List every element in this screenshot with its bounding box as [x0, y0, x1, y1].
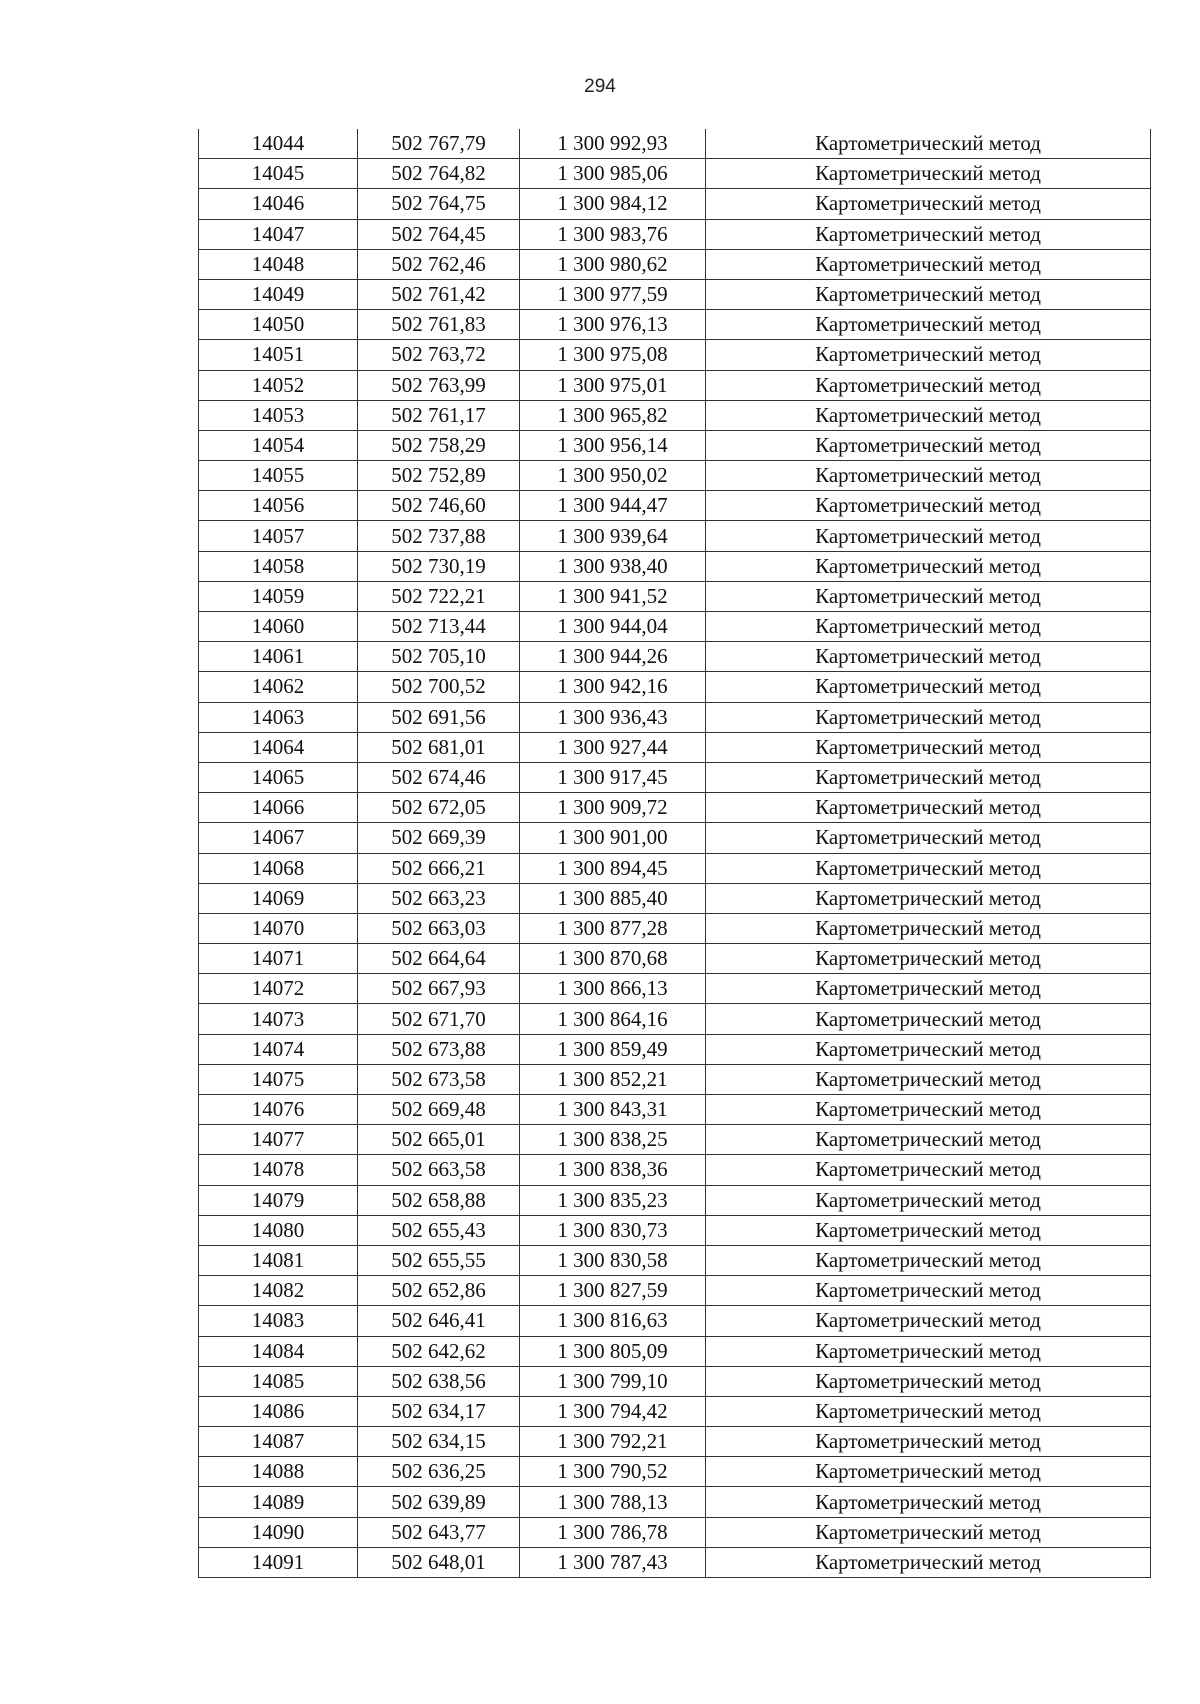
- y-coordinate-cell: 1 300 794,42: [520, 1396, 706, 1426]
- y-coordinate-cell: 1 300 838,25: [520, 1125, 706, 1155]
- x-coordinate-cell: 502 761,83: [358, 310, 520, 340]
- point-number-cell: 14050: [199, 310, 358, 340]
- point-number-cell: 14072: [199, 974, 358, 1004]
- table-row: [199, 1457, 1151, 1487]
- x-coordinate-cell: 502 671,70: [358, 1004, 520, 1034]
- x-coordinate-cell: 502 663,23: [358, 883, 520, 913]
- table-row: [199, 1064, 1151, 1094]
- method-cell: Картометрический метод: [706, 1125, 1151, 1155]
- x-coordinate-cell: 502 730,19: [358, 551, 520, 581]
- point-number-cell: 14088: [199, 1457, 358, 1487]
- table-row: [199, 1095, 1151, 1125]
- method-cell: Картометрический метод: [706, 1547, 1151, 1577]
- table-row: [199, 762, 1151, 792]
- y-coordinate-cell: 1 300 944,47: [520, 491, 706, 521]
- method-cell: Картометрический метод: [706, 1306, 1151, 1336]
- x-coordinate-cell: 502 655,55: [358, 1245, 520, 1275]
- table-row: [199, 551, 1151, 581]
- table-row: [199, 1215, 1151, 1245]
- x-coordinate-cell: 502 763,99: [358, 370, 520, 400]
- x-coordinate-cell: 502 639,89: [358, 1487, 520, 1517]
- y-coordinate-cell: 1 300 977,59: [520, 279, 706, 309]
- y-coordinate-cell: 1 300 927,44: [520, 732, 706, 762]
- method-cell: Картометрический метод: [706, 612, 1151, 642]
- x-coordinate-cell: 502 663,03: [358, 913, 520, 943]
- x-coordinate-cell: 502 634,15: [358, 1427, 520, 1457]
- y-coordinate-cell: 1 300 866,13: [520, 974, 706, 1004]
- y-coordinate-cell: 1 300 983,76: [520, 219, 706, 249]
- y-coordinate-cell: 1 300 941,52: [520, 581, 706, 611]
- x-coordinate-cell: 502 652,86: [358, 1276, 520, 1306]
- x-coordinate-cell: 502 672,05: [358, 793, 520, 823]
- method-cell: Картометрический метод: [706, 672, 1151, 702]
- method-cell: Картометрический метод: [706, 1034, 1151, 1064]
- method-cell: Картометрический метод: [706, 249, 1151, 279]
- y-coordinate-cell: 1 300 859,49: [520, 1034, 706, 1064]
- y-coordinate-cell: 1 300 843,31: [520, 1095, 706, 1125]
- y-coordinate-cell: 1 300 975,08: [520, 340, 706, 370]
- point-number-cell: 14063: [199, 702, 358, 732]
- table-row: [199, 642, 1151, 672]
- y-coordinate-cell: 1 300 975,01: [520, 370, 706, 400]
- method-cell: Картометрический метод: [706, 370, 1151, 400]
- table-row: [199, 702, 1151, 732]
- x-coordinate-cell: 502 681,01: [358, 732, 520, 762]
- x-coordinate-cell: 502 761,42: [358, 279, 520, 309]
- method-cell: Картометрический метод: [706, 1245, 1151, 1275]
- table-row: [199, 1547, 1151, 1577]
- x-coordinate-cell: 502 752,89: [358, 461, 520, 491]
- table-row: [199, 1366, 1151, 1396]
- method-cell: Картометрический метод: [706, 913, 1151, 943]
- point-number-cell: 14069: [199, 883, 358, 913]
- x-coordinate-cell: 502 764,82: [358, 159, 520, 189]
- point-number-cell: 14073: [199, 1004, 358, 1034]
- table-row: [199, 521, 1151, 551]
- table-row: [199, 883, 1151, 913]
- y-coordinate-cell: 1 300 901,00: [520, 823, 706, 853]
- method-cell: Картометрический метод: [706, 642, 1151, 672]
- method-cell: Картометрический метод: [706, 521, 1151, 551]
- method-cell: Картометрический метод: [706, 1457, 1151, 1487]
- table-row: [199, 853, 1151, 883]
- y-coordinate-cell: 1 300 830,73: [520, 1215, 706, 1245]
- table-row: [199, 249, 1151, 279]
- coordinates-table: [198, 129, 1151, 1578]
- point-number-cell: 14059: [199, 581, 358, 611]
- method-cell: Картометрический метод: [706, 129, 1151, 159]
- point-number-cell: 14087: [199, 1427, 358, 1457]
- point-number-cell: 14057: [199, 521, 358, 551]
- table-row: [199, 279, 1151, 309]
- y-coordinate-cell: 1 300 835,23: [520, 1185, 706, 1215]
- table-row: [199, 1155, 1151, 1185]
- x-coordinate-cell: 502 655,43: [358, 1215, 520, 1245]
- point-number-cell: 14064: [199, 732, 358, 762]
- point-number-cell: 14083: [199, 1306, 358, 1336]
- method-cell: Картометрический метод: [706, 310, 1151, 340]
- table-row: [199, 1396, 1151, 1426]
- point-number-cell: 14076: [199, 1095, 358, 1125]
- method-cell: Картометрический метод: [706, 1427, 1151, 1457]
- table-row: [199, 430, 1151, 460]
- x-coordinate-cell: 502 737,88: [358, 521, 520, 551]
- x-coordinate-cell: 502 705,10: [358, 642, 520, 672]
- y-coordinate-cell: 1 300 830,58: [520, 1245, 706, 1275]
- y-coordinate-cell: 1 300 985,06: [520, 159, 706, 189]
- point-number-cell: 14060: [199, 612, 358, 642]
- table-row: [199, 913, 1151, 943]
- x-coordinate-cell: 502 634,17: [358, 1396, 520, 1426]
- table-row: [199, 944, 1151, 974]
- method-cell: Картометрический метод: [706, 1396, 1151, 1426]
- point-number-cell: 14066: [199, 793, 358, 823]
- method-cell: Картометрический метод: [706, 1517, 1151, 1547]
- y-coordinate-cell: 1 300 799,10: [520, 1366, 706, 1396]
- point-number-cell: 14071: [199, 944, 358, 974]
- method-cell: Картометрический метод: [706, 793, 1151, 823]
- table-row: [199, 159, 1151, 189]
- method-cell: Картометрический метод: [706, 762, 1151, 792]
- table-row: [199, 1185, 1151, 1215]
- table-row: [199, 1245, 1151, 1275]
- method-cell: Картометрический метод: [706, 1004, 1151, 1034]
- x-coordinate-cell: 502 764,75: [358, 189, 520, 219]
- x-coordinate-cell: 502 758,29: [358, 430, 520, 460]
- table-row: [199, 1276, 1151, 1306]
- x-coordinate-cell: 502 667,93: [358, 974, 520, 1004]
- page-number: 294: [584, 76, 616, 97]
- table-row: [199, 1336, 1151, 1366]
- x-coordinate-cell: 502 642,62: [358, 1336, 520, 1366]
- table-row: [199, 1034, 1151, 1064]
- method-cell: Картометрический метод: [706, 1155, 1151, 1185]
- y-coordinate-cell: 1 300 870,68: [520, 944, 706, 974]
- x-coordinate-cell: 502 663,58: [358, 1155, 520, 1185]
- x-coordinate-cell: 502 713,44: [358, 612, 520, 642]
- y-coordinate-cell: 1 300 790,52: [520, 1457, 706, 1487]
- x-coordinate-cell: 502 648,01: [358, 1547, 520, 1577]
- x-coordinate-cell: 502 674,46: [358, 762, 520, 792]
- table-row: [199, 1004, 1151, 1034]
- y-coordinate-cell: 1 300 792,21: [520, 1427, 706, 1457]
- y-coordinate-cell: 1 300 965,82: [520, 400, 706, 430]
- y-coordinate-cell: 1 300 805,09: [520, 1336, 706, 1366]
- y-coordinate-cell: 1 300 980,62: [520, 249, 706, 279]
- point-number-cell: 14046: [199, 189, 358, 219]
- y-coordinate-cell: 1 300 827,59: [520, 1276, 706, 1306]
- method-cell: Картометрический метод: [706, 219, 1151, 249]
- method-cell: Картометрический метод: [706, 1336, 1151, 1366]
- method-cell: Картометрический метод: [706, 1276, 1151, 1306]
- point-number-cell: 14075: [199, 1064, 358, 1094]
- x-coordinate-cell: 502 669,48: [358, 1095, 520, 1125]
- point-number-cell: 14044: [199, 129, 358, 159]
- point-number-cell: 14082: [199, 1276, 358, 1306]
- x-coordinate-cell: 502 636,25: [358, 1457, 520, 1487]
- table-row: [199, 310, 1151, 340]
- point-number-cell: 14051: [199, 340, 358, 370]
- y-coordinate-cell: 1 300 786,78: [520, 1517, 706, 1547]
- y-coordinate-cell: 1 300 864,16: [520, 1004, 706, 1034]
- x-coordinate-cell: 502 669,39: [358, 823, 520, 853]
- point-number-cell: 14090: [199, 1517, 358, 1547]
- y-coordinate-cell: 1 300 942,16: [520, 672, 706, 702]
- table-row: [199, 1306, 1151, 1336]
- y-coordinate-cell: 1 300 909,72: [520, 793, 706, 823]
- y-coordinate-cell: 1 300 894,45: [520, 853, 706, 883]
- method-cell: Картометрический метод: [706, 1064, 1151, 1094]
- y-coordinate-cell: 1 300 956,14: [520, 430, 706, 460]
- point-number-cell: 14055: [199, 461, 358, 491]
- method-cell: Картометрический метод: [706, 461, 1151, 491]
- y-coordinate-cell: 1 300 950,02: [520, 461, 706, 491]
- method-cell: Картометрический метод: [706, 189, 1151, 219]
- table-row: [199, 823, 1151, 853]
- y-coordinate-cell: 1 300 939,64: [520, 521, 706, 551]
- table-row: [199, 1517, 1151, 1547]
- x-coordinate-cell: 502 638,56: [358, 1366, 520, 1396]
- table-row: [199, 1125, 1151, 1155]
- method-cell: Картометрический метод: [706, 159, 1151, 189]
- point-number-cell: 14062: [199, 672, 358, 702]
- method-cell: Картометрический метод: [706, 551, 1151, 581]
- y-coordinate-cell: 1 300 944,04: [520, 612, 706, 642]
- y-coordinate-cell: 1 300 992,93: [520, 129, 706, 159]
- y-coordinate-cell: 1 300 984,12: [520, 189, 706, 219]
- table-row: [199, 1487, 1151, 1517]
- y-coordinate-cell: 1 300 885,40: [520, 883, 706, 913]
- x-coordinate-cell: 502 646,41: [358, 1306, 520, 1336]
- point-number-cell: 14056: [199, 491, 358, 521]
- point-number-cell: 14091: [199, 1547, 358, 1577]
- point-number-cell: 14070: [199, 913, 358, 943]
- y-coordinate-cell: 1 300 976,13: [520, 310, 706, 340]
- point-number-cell: 14081: [199, 1245, 358, 1275]
- method-cell: Картометрический метод: [706, 279, 1151, 309]
- point-number-cell: 14058: [199, 551, 358, 581]
- method-cell: Картометрический метод: [706, 340, 1151, 370]
- point-number-cell: 14053: [199, 400, 358, 430]
- x-coordinate-cell: 502 673,88: [358, 1034, 520, 1064]
- table-row: [199, 461, 1151, 491]
- x-coordinate-cell: 502 643,77: [358, 1517, 520, 1547]
- x-coordinate-cell: 502 761,17: [358, 400, 520, 430]
- x-coordinate-cell: 502 764,45: [358, 219, 520, 249]
- table-row: [199, 400, 1151, 430]
- y-coordinate-cell: 1 300 877,28: [520, 913, 706, 943]
- method-cell: Картометрический метод: [706, 1366, 1151, 1396]
- x-coordinate-cell: 502 762,46: [358, 249, 520, 279]
- method-cell: Картометрический метод: [706, 1215, 1151, 1245]
- table-row: [199, 129, 1151, 159]
- y-coordinate-cell: 1 300 852,21: [520, 1064, 706, 1094]
- y-coordinate-cell: 1 300 788,13: [520, 1487, 706, 1517]
- x-coordinate-cell: 502 673,58: [358, 1064, 520, 1094]
- point-number-cell: 14089: [199, 1487, 358, 1517]
- table-row: [199, 219, 1151, 249]
- method-cell: Картометрический метод: [706, 430, 1151, 460]
- method-cell: Картометрический метод: [706, 732, 1151, 762]
- x-coordinate-cell: 502 763,72: [358, 340, 520, 370]
- point-number-cell: 14068: [199, 853, 358, 883]
- coordinates-table-container: [198, 129, 1151, 1578]
- x-coordinate-cell: 502 700,52: [358, 672, 520, 702]
- point-number-cell: 14084: [199, 1336, 358, 1366]
- table-row: [199, 974, 1151, 1004]
- table-row: [199, 340, 1151, 370]
- method-cell: Картометрический метод: [706, 823, 1151, 853]
- x-coordinate-cell: 502 767,79: [358, 129, 520, 159]
- point-number-cell: 14079: [199, 1185, 358, 1215]
- point-number-cell: 14086: [199, 1396, 358, 1426]
- method-cell: Картометрический метод: [706, 1095, 1151, 1125]
- y-coordinate-cell: 1 300 944,26: [520, 642, 706, 672]
- x-coordinate-cell: 502 691,56: [358, 702, 520, 732]
- y-coordinate-cell: 1 300 938,40: [520, 551, 706, 581]
- x-coordinate-cell: 502 658,88: [358, 1185, 520, 1215]
- x-coordinate-cell: 502 666,21: [358, 853, 520, 883]
- point-number-cell: 14047: [199, 219, 358, 249]
- method-cell: Картометрический метод: [706, 974, 1151, 1004]
- y-coordinate-cell: 1 300 816,63: [520, 1306, 706, 1336]
- point-number-cell: 14048: [199, 249, 358, 279]
- point-number-cell: 14052: [199, 370, 358, 400]
- point-number-cell: 14045: [199, 159, 358, 189]
- method-cell: Картометрический метод: [706, 1185, 1151, 1215]
- table-row: [199, 672, 1151, 702]
- table-row: [199, 189, 1151, 219]
- method-cell: Картометрический метод: [706, 400, 1151, 430]
- point-number-cell: 14061: [199, 642, 358, 672]
- point-number-cell: 14077: [199, 1125, 358, 1155]
- y-coordinate-cell: 1 300 936,43: [520, 702, 706, 732]
- point-number-cell: 14085: [199, 1366, 358, 1396]
- x-coordinate-cell: 502 722,21: [358, 581, 520, 611]
- point-number-cell: 14049: [199, 279, 358, 309]
- point-number-cell: 14067: [199, 823, 358, 853]
- method-cell: Картометрический метод: [706, 944, 1151, 974]
- y-coordinate-cell: 1 300 838,36: [520, 1155, 706, 1185]
- method-cell: Картометрический метод: [706, 581, 1151, 611]
- table-row: [199, 370, 1151, 400]
- x-coordinate-cell: 502 746,60: [358, 491, 520, 521]
- y-coordinate-cell: 1 300 787,43: [520, 1547, 706, 1577]
- method-cell: Картометрический метод: [706, 853, 1151, 883]
- method-cell: Картометрический метод: [706, 883, 1151, 913]
- table-row: [199, 491, 1151, 521]
- table-row: [199, 793, 1151, 823]
- point-number-cell: 14054: [199, 430, 358, 460]
- table-row: [199, 732, 1151, 762]
- x-coordinate-cell: 502 665,01: [358, 1125, 520, 1155]
- table-row: [199, 581, 1151, 611]
- point-number-cell: 14065: [199, 762, 358, 792]
- point-number-cell: 14078: [199, 1155, 358, 1185]
- point-number-cell: 14074: [199, 1034, 358, 1064]
- coordinates-table-body: [199, 129, 1151, 1578]
- method-cell: Картометрический метод: [706, 491, 1151, 521]
- x-coordinate-cell: 502 664,64: [358, 944, 520, 974]
- y-coordinate-cell: 1 300 917,45: [520, 762, 706, 792]
- method-cell: Картометрический метод: [706, 702, 1151, 732]
- table-row: [199, 1427, 1151, 1457]
- point-number-cell: 14080: [199, 1215, 358, 1245]
- table-row: [199, 612, 1151, 642]
- method-cell: Картометрический метод: [706, 1487, 1151, 1517]
